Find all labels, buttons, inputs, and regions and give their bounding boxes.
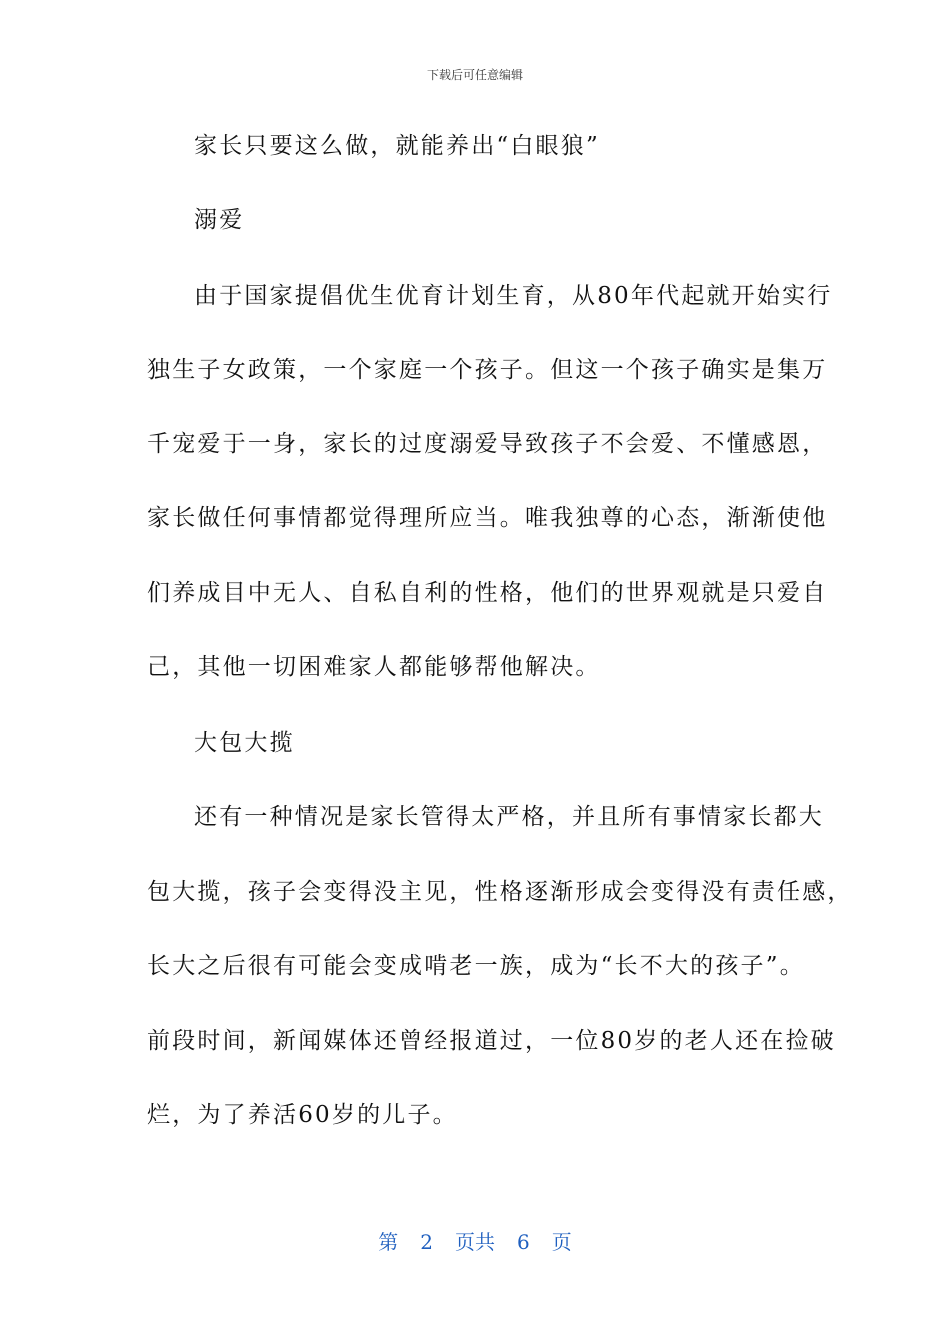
paragraph-line: 长大之后很有可能会变成啃老一族，成为“长不大的孩子”。 xyxy=(147,953,805,979)
paragraph-line: 千宠爱于一身，家长的过度溺爱导致孩子不会爱、不懂感恩， xyxy=(147,431,828,457)
paragraph-line: 还有一种情况是家长管得太严格，并且所有事情家长都大 xyxy=(194,804,824,830)
footer-middle: 页共 xyxy=(455,1230,495,1254)
footer-total-pages: 6 xyxy=(517,1230,530,1254)
paragraph-line: 由于国家提倡优生优育计划生育，从80年代起就开始实行 xyxy=(194,283,833,309)
section-heading-overcontrol: 大包大揽 xyxy=(194,730,295,756)
paragraph-line: 己，其他一切困难家人都能够帮他解决。 xyxy=(147,654,601,680)
paragraph-line: 们养成目中无人、自私自利的性格，他们的世界观就是只爱自 xyxy=(147,580,828,606)
paragraph-line: 前段时间，新闻媒体还曾经报道过，一位80岁的老人还在捡破 xyxy=(147,1028,836,1054)
page-header-note: 下载后可任意编辑 xyxy=(426,68,523,82)
document-title: 家长只要这么做，就能养出“白眼狼” xyxy=(194,133,600,159)
paragraph-line: 烂，为了养活60岁的儿子。 xyxy=(147,1102,458,1128)
footer-suffix: 页 xyxy=(551,1230,572,1254)
paragraph-line: 家长做任何事情都觉得理所应当。唯我独尊的心态，渐渐使他 xyxy=(147,505,828,531)
page-footer xyxy=(0,1226,950,1255)
paragraph-line: 包大揽，孩子会变得没主见，性格逐渐形成会变得没有责任感， xyxy=(147,879,853,905)
footer-prefix: 第 xyxy=(378,1230,399,1254)
footer-current-page: 2 xyxy=(420,1230,433,1254)
section-heading-spoiling: 溺爱 xyxy=(194,207,245,233)
paragraph-line: 独生子女政策，一个家庭一个孩子。但这一个孩子确实是集万 xyxy=(147,357,828,383)
